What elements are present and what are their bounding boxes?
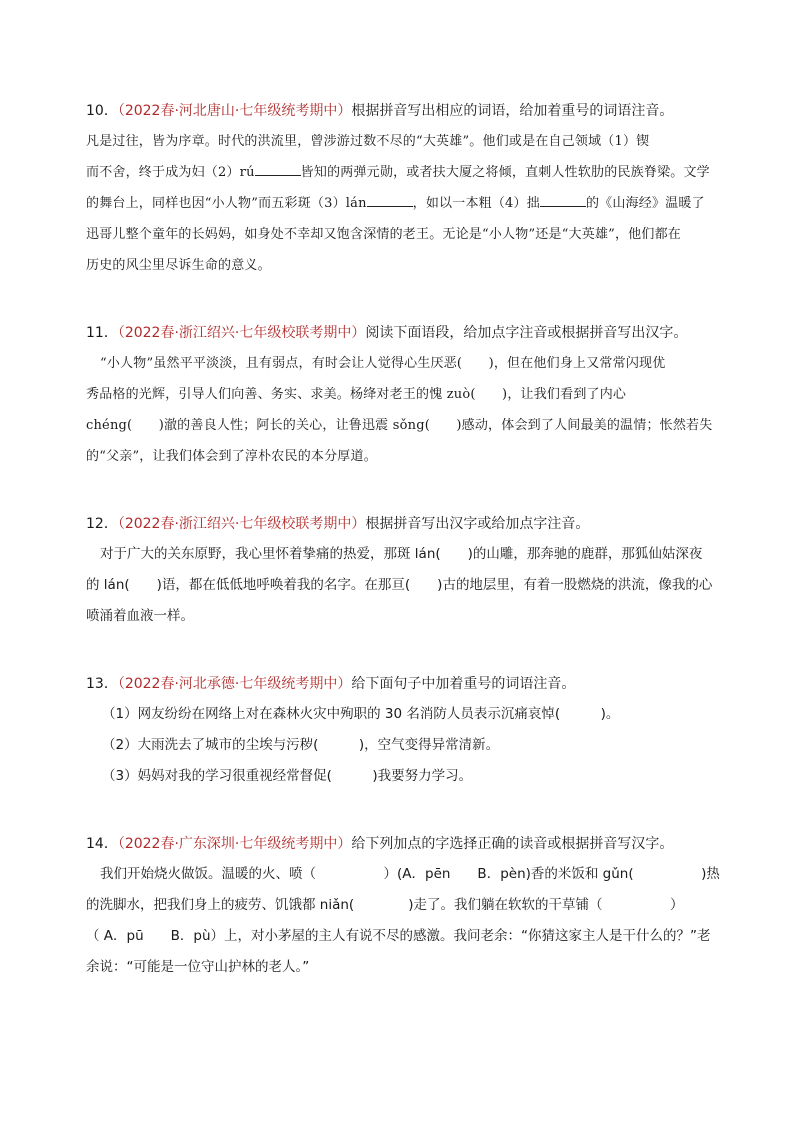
question-passage (86, 348, 722, 472)
question-number: 11． (86, 325, 118, 341)
question-source: （2022春·浙江绍兴·七年级校联考期中） (117, 516, 366, 532)
question-header (86, 100, 722, 122)
question-items (86, 699, 722, 792)
question-12 (86, 513, 722, 632)
question-14 (86, 833, 722, 983)
question-source: （2022春·广东深圳·七年级统考期中） (117, 836, 352, 852)
question-instruction: 根据拼音写出相应的词语，给加着重号的词语注音。 (351, 103, 674, 119)
passage-line: 的 lán( )语，都在低低地呼唤着我的名字。在那亘( )古的地层里，有着一股燃烧的洪流，像我的心 (86, 577, 713, 593)
passage-line: 喷涌着血液一样。 (86, 608, 194, 624)
passage-line: 对于广大的关东原野，我心里怀着挚痛的热爱，那斑 lán( )的山雕，那奔驰的鹿群，那狐仙姑深夜 (100, 546, 703, 562)
passage-line: chéng( )澈的善良人性；阿长的关心，让鲁迅震 sǒng( )感动，体会到了人间最美的温情；怅然若失 (86, 418, 713, 433)
question-header (86, 833, 722, 855)
passage-line: “小人物”虽然平平淡淡，且有弱点，有时会让人觉得心生厌恶( )，但在他们身上又常常闪现优 (100, 356, 666, 371)
question-passage (86, 539, 722, 632)
answer-blank[interactable] (367, 192, 413, 207)
question-number: 12． (86, 516, 118, 532)
passage-line: 凡是过往，皆为序章。时代的洪流里，曾涉游过数不尽的“大英雄”。他们或是在自己领域（1）锲 (86, 134, 650, 149)
question-number: 14． (86, 836, 118, 852)
list-item: （3）妈妈对我的学习很重视经常督促( )我要努力学习。 (102, 768, 473, 784)
question-number: 10． (86, 103, 118, 119)
answer-blank[interactable] (540, 192, 586, 207)
question-11 (86, 322, 722, 472)
question-header (86, 322, 722, 344)
question-instruction: 根据拼音写出汉字或给加点字注音。 (365, 516, 590, 532)
passage-line: 历史的风尘里尽诉生命的意义。 (86, 258, 271, 273)
passage-line: 而不舍，终于成为妇（2）rú 皆知的两弹元勋，或者扶大厦之将倾，直刺人性软肋的民族脊梁。文学 (86, 157, 722, 188)
passage-line: （ A．pū B．pù）上，对小茅屋的主人有说不尽的感激。我问老余：“你猜这家主人是干什么的？”老 (86, 928, 711, 944)
passage-line: 迅哥儿整个童年的长妈妈，如身处不幸却又饱含深情的老王。无论是“小人物”还是“大英雄”，他们都在 (86, 227, 681, 242)
question-header (86, 673, 722, 695)
question-passage (86, 859, 722, 983)
passage-line: 我们开始烧火做饭。温暖的火、喷（ ）(A．pēn B．pèn)香的米饭和 gǔn( )热 (100, 866, 720, 882)
question-passage (86, 126, 722, 281)
question-instruction: 给下面句子中加着重号的词语注音。 (351, 676, 576, 692)
list-item: （2）大雨洗去了城市的尘埃与污秽( )，空气变得异常清新。 (102, 737, 500, 753)
question-instruction: 阅读下面语段，给加点字注音或根据拼音写出汉字。 (365, 325, 688, 341)
question-header (86, 513, 722, 535)
question-source: （2022春·河北承德·七年级统考期中） (117, 676, 352, 692)
passage-line: 的洗脚水，把我们身上的疲劳、饥饿都 niǎn( )走了。我们躺在软软的干草铺（ ） (86, 897, 684, 913)
list-item: （1）网友纷纷在网络上对在森林火灾中殉职的 30 名消防人员表示沉痛哀悼( )。 (102, 706, 620, 722)
question-13 (86, 673, 722, 792)
question-10 (86, 100, 722, 281)
question-source: （2022春·河北唐山·七年级统考期中） (117, 103, 352, 119)
passage-line: 余说：“可能是一位守山护林的老人。” (86, 959, 310, 975)
passage-line: 的舞台上，同样也因“小人物”而五彩斑（3）lán ，如以一本粗（4）拙 的《山海经》温暖了 (86, 188, 722, 219)
passage-line: 的“父亲”，让我们体会到了淳朴农民的本分厚道。 (86, 449, 377, 464)
question-source: （2022春·浙江绍兴·七年级校联考期中） (117, 325, 366, 341)
passage-line: 秀品格的光辉，引导人们向善、务实、求美。杨绛对老王的愧 zuò( )，让我们看到了内心 (86, 387, 627, 402)
answer-blank[interactable] (255, 161, 301, 176)
question-instruction: 给下列加点的字选择正确的读音或根据拼音写汉字。 (351, 836, 674, 852)
question-number: 13． (86, 676, 118, 692)
